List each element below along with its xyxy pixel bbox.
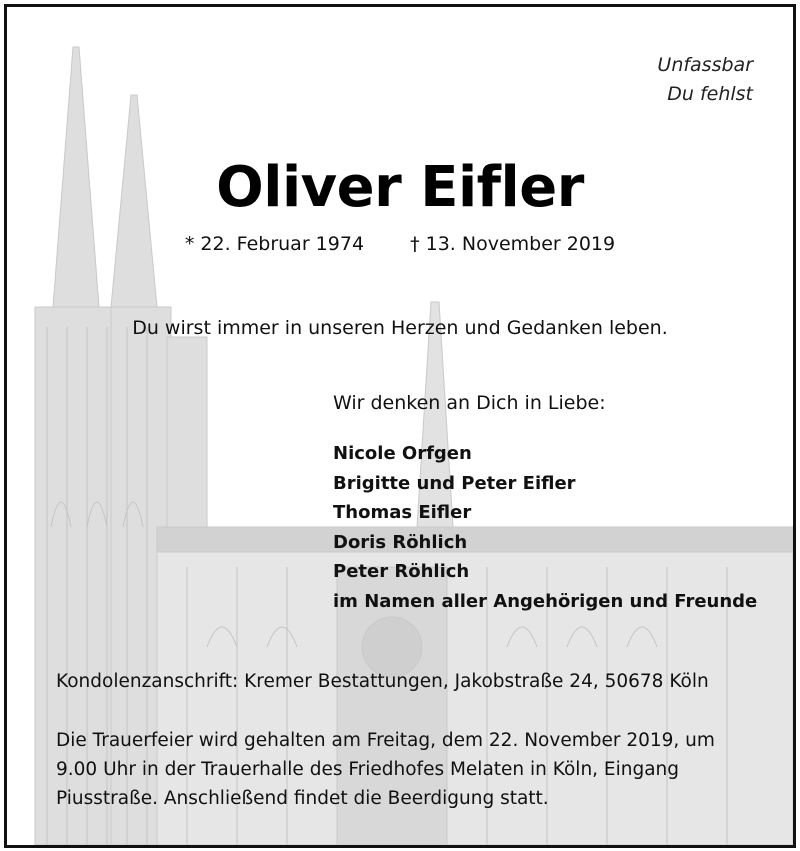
funeral-info-line-2: 9.00 Uhr in der Trauerhalle des Friedhofes Melaten in Köln, Eingang <box>56 759 680 780</box>
motto-line-1: Unfassbar <box>657 54 753 76</box>
mourner-name: Brigitte und Peter Eifler <box>333 472 576 494</box>
mourners-list <box>333 439 757 616</box>
obituary-frame <box>4 4 796 848</box>
mourner-name: Doris Röhlich <box>333 531 468 553</box>
deceased-name: Oliver Eifler <box>216 155 584 220</box>
mourner-name: Thomas Eifler <box>333 502 472 523</box>
memorial-quote: Du wirst immer in unseren Herzen und Gedanken leben. <box>132 317 668 339</box>
mourner-name: Nicole Orfgen <box>333 443 472 464</box>
birth-date: * 22. Februar 1974 <box>184 233 365 255</box>
funeral-info-line-1: Die Trauerfeier wird gehalten am Freitag, dem 22. November 2019, um <box>56 730 715 751</box>
mourner-name: Peter Röhlich <box>333 561 470 582</box>
life-dates <box>7 233 793 255</box>
motto-line-2: Du fehlst <box>667 83 753 105</box>
condolence-address: Kondolenzanschrift: Kremer Bestattungen, Jakobstraße 24, 50678 Köln <box>56 671 709 692</box>
mourner-name: im Namen aller Angehörigen und Freunde <box>333 590 758 612</box>
mourners-intro: Wir denken an Dich in Liebe: <box>333 392 606 414</box>
cathedral-watermark-image <box>7 7 793 845</box>
death-date: † 13. November 2019 <box>410 233 616 255</box>
motto <box>657 51 753 109</box>
funeral-info <box>56 726 756 813</box>
funeral-info-line-3: Piusstraße. Anschließend findet die Beerdigung statt. <box>56 788 549 809</box>
